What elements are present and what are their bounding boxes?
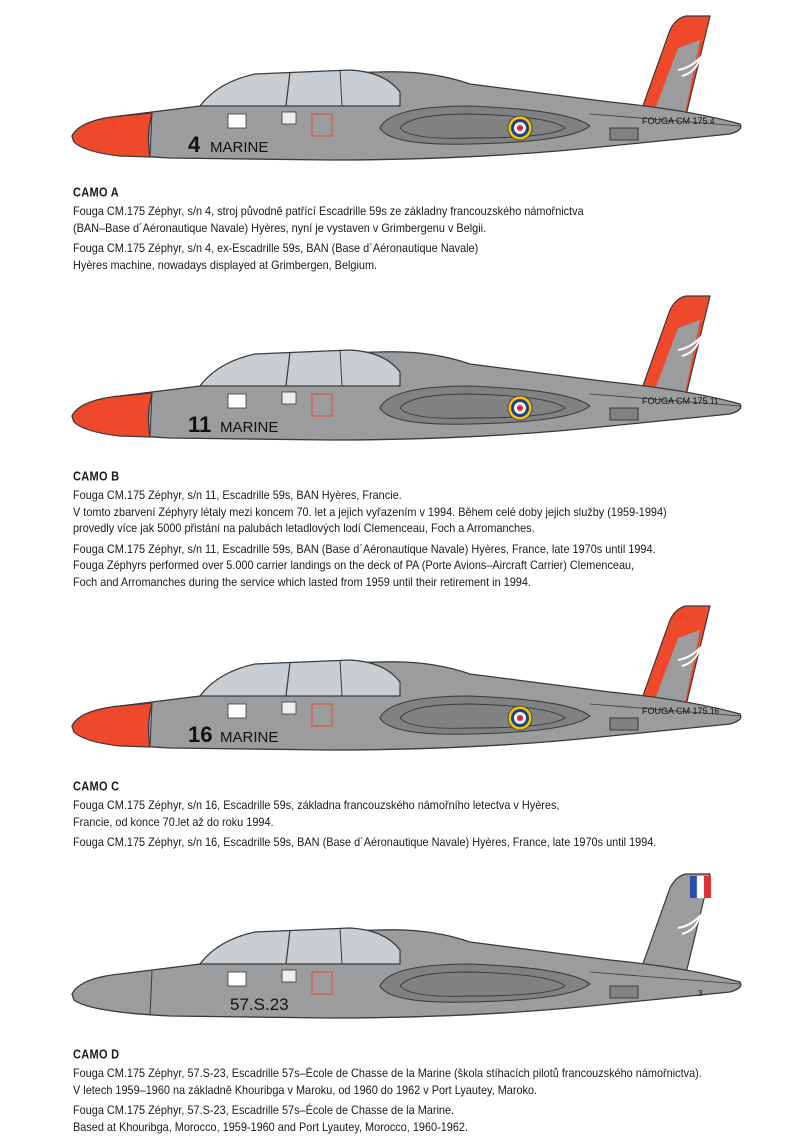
access-panel — [282, 702, 296, 714]
tail-number-text: 11 — [710, 397, 719, 406]
exhaust — [610, 718, 638, 730]
camo-a-title: CAMO A — [73, 186, 119, 200]
canopy — [200, 70, 400, 106]
camo-d-description — [73, 1066, 722, 1140]
tail-type-text: FOUGA CM 175 — [642, 116, 708, 126]
exhaust — [610, 128, 638, 140]
tail-number-text: 4 — [710, 117, 715, 126]
painted-nose — [72, 393, 152, 437]
aircraft-profile-c — [50, 600, 750, 760]
roundel-red — [517, 405, 523, 411]
aircraft-svg-b — [50, 290, 750, 450]
roundel-red — [517, 715, 523, 721]
squadron-badge — [228, 704, 246, 718]
aircraft-profile-b — [50, 290, 750, 450]
aircraft-svg-c — [50, 600, 750, 760]
tail-number-text: 16 — [710, 707, 719, 716]
canopy — [200, 350, 400, 386]
canopy — [200, 660, 400, 696]
tail-type-text: FOUGA CM 175 — [642, 396, 708, 406]
squadron-badge — [228, 114, 246, 128]
side-number: 11 — [188, 412, 212, 437]
fin-flag-blue — [690, 876, 697, 898]
camo-b-description — [73, 488, 722, 595]
fin-flag-white — [697, 876, 704, 898]
fuselage-marking: MARINE — [210, 139, 269, 156]
camo-c-description — [73, 798, 722, 856]
side-number: 16 — [188, 722, 213, 747]
aircraft-svg-a — [50, 10, 750, 170]
aircraft-svg-d — [50, 868, 750, 1028]
camo-c-desc-cz: Fouga CM.175 Zéphyr, s/n 16, Escadrille 59s, základna francouzského námořního letectva v Hyères, Francie, od konce 70.let až do roku 1994. — [73, 799, 560, 829]
camo-d-title: CAMO D — [73, 1048, 120, 1062]
aircraft-profile-a — [50, 10, 750, 170]
squadron-badge — [228, 394, 246, 408]
camo-a-desc-cz: Fouga CM.175 Zéphyr, s/n 4, stroj původně patřící Escadrille 59s ze základny francouzského námořnictva (BAN–Base d´Aéronautique Navale) Hyères, nyní je vystaven v Grimbergenu v Belgii. — [73, 205, 584, 235]
exhaust — [610, 408, 638, 420]
painted-nose — [72, 113, 152, 157]
camo-c-desc-en: Fouga CM.175 Zéphyr, s/n 16, Escadrille 59s, BAN (Base d´Aéronautique Navale) Hyères, France, late 1970s until 1994. — [73, 836, 657, 849]
camo-b-title: CAMO B — [73, 470, 120, 484]
camo-b-desc-cz: Fouga CM.175 Zéphyr, s/n 11, Escadrille 59s, BAN Hyères, Francie. V tomto zbarvení Zéphyry létaly mezi koncem 70. let a jejich vyřazením v 1994. Během celé doby jejich služby (1959-1994) provedly více jak 5000 přistání na palubách letadlových lodí Clemenceau, Foch a Arromanches. — [73, 489, 667, 535]
fuselage-marking: MARINE — [220, 419, 279, 436]
tail-number-text: 3 — [698, 989, 703, 998]
side-number: 4 — [188, 132, 201, 157]
fuselage-marking: MARINE — [220, 729, 279, 746]
access-panel — [282, 392, 296, 404]
camo-d-desc-en: Fouga CM.175 Zéphyr, 57.S-23, Escadrille 57s–École de Chasse de la Marine. Based at Khouribga, Morocco, 1959-1960 and Port Lyautey, Morocco, 1960-1962. — [73, 1104, 469, 1134]
painted-nose — [72, 703, 152, 747]
access-panel — [282, 112, 296, 124]
camo-b-desc-en: Fouga CM.175 Zéphyr, s/n 11, Escadrille 59s, BAN (Base d´Aéronautique Navale) Hyères, France, late 1970s until 1994. Fouga Zéphyrs performed over 5.000 carrier landings on the deck of PA (Porte Avions–Aircraft Carrier) Clemenceau, Foch and Arromanches during the service which lasted from 1959 until their retirement in 1994. — [73, 542, 656, 589]
canopy — [200, 928, 400, 964]
access-panel — [282, 970, 296, 982]
camo-a-desc-en: Fouga CM.175 Zéphyr, s/n 4, ex-Escadrille 59s, BAN (Base d´Aéronautique Navale) Hyères machine, nowadays displayed at Grimbergen, Belgium. — [73, 242, 479, 272]
camo-c-title: CAMO C — [73, 780, 120, 794]
fuselage-marking: 57.S.23 — [230, 995, 289, 1014]
aircraft-profile-d — [50, 868, 750, 1028]
camo-a-description — [73, 204, 722, 278]
fin-flag-red — [704, 876, 711, 898]
exhaust — [610, 986, 638, 998]
tail-type-text: FOUGA CM 175 — [642, 706, 708, 716]
squadron-badge — [228, 972, 246, 986]
roundel-red — [517, 125, 523, 131]
camo-d-desc-cz: Fouga CM.175 Zéphyr, 57.S-23, Escadrille 57s–École de Chasse de la Marine (škola stíhacích pilotů francouzského námořnictva). V letech 1959–1960 na základně Khouribga v Maroku, od 1960 do 1962 v Port Lyautey, Maroko. — [73, 1067, 702, 1097]
